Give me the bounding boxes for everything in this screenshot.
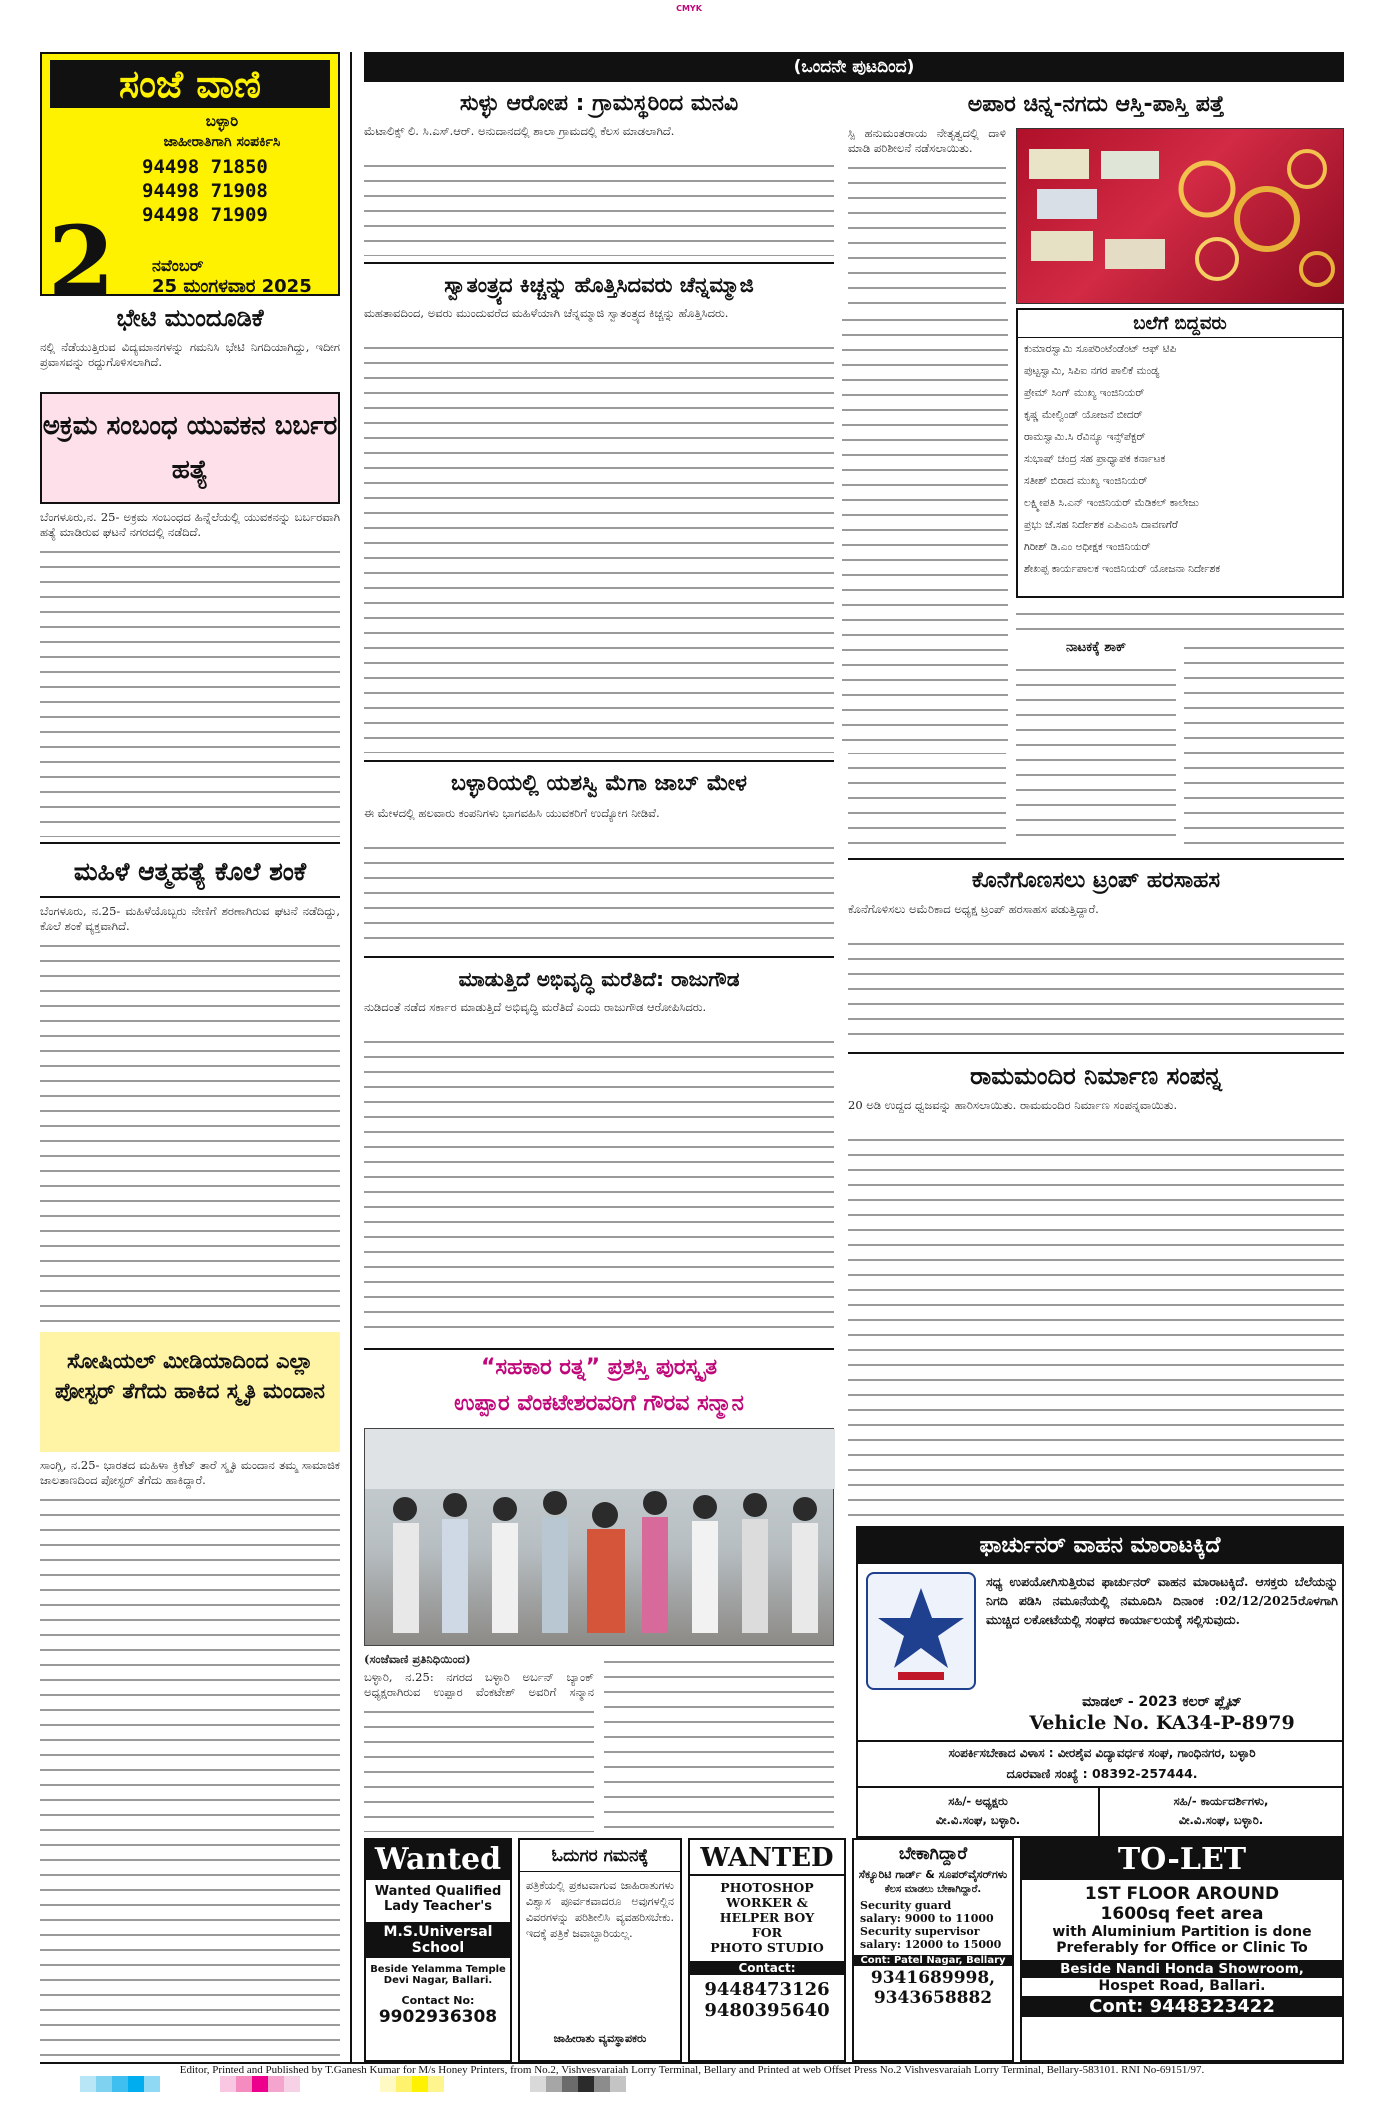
magenta-swatch — [236, 2076, 252, 2092]
arrested-item: ಪ್ರಭು ಜೆ.ಸಹ ನಿರ್ದೇಶಕ ಎಪಿಎಂಸಿ ದಾವಣಗೆರೆ — [1024, 519, 1178, 531]
article-social-body — [40, 1490, 340, 2062]
security-phone2: 9343658882 — [873, 1988, 993, 2008]
article-swatantrya-lede: ಮಹತಾವದಿಂದ, ಅವರು ಮುಂದುವರೆದ ಮಹಿಳೆಯಾಗಿ ಚೆನ್ನಮ್ಮಾಜಿ ಸ್ವಾತಂತ್ರ್ಯದ ಕಿಚ್ಚನ್ನು ಹೊತ್ತಿಸಿದರು. — [364, 306, 729, 320]
article-jobmela-body — [364, 838, 834, 950]
article-mahile-lede: ಬೆಂಗಳೂರು, ನ.25- ಮಹಿಳೆಯೊಬ್ಬರು ನೇಣಿಗೆ ಶರಣಾಗಿರುವ ಘಟನೆ ನಡೆದಿದ್ದು, ಕೊಲೆ ಶಂಕೆ ವ್ಯಕ್ತವಾಗಿದೆ. — [40, 904, 340, 933]
arrested-item: ಪುಟ್ಟಸ್ವಾಮಿ, ಸಿಪಿಐ ನಗರ ಪಾಲಿಕೆ ಮಂಡ್ಯ — [1024, 365, 1160, 377]
cyan-swatch — [96, 2076, 112, 2092]
headline-jobmela: ಬಳ್ಳಾರಿಯಲ್ಲಿ ಯಶಸ್ವಿ ಮೆಗಾ ಜಾಬ್ ಮೇಳ — [364, 760, 834, 804]
security-ad-subtitle: ಸೆಕ್ಯೂರಿಟಿ ಗಾರ್ಡ್ & ಸೂಪರ್‌ವೈಸರ್‌ಗಳು — [858, 1868, 1008, 1881]
arrested-item: ಸತೀಶ್ ಬಿರಾದ ಮುಖ್ಯ ಇಂಜಿನಿಯರ್ — [1024, 475, 1148, 487]
fortuner-signature-right — [1100, 1788, 1342, 1836]
security-guard-salary: salary: 9000 to 11000 — [860, 1912, 994, 1925]
magenta-swatch — [268, 2076, 284, 2092]
cyan-swatch — [112, 2076, 128, 2092]
newspaper-logo: ಸಂಜೆ ವಾಣಿ — [50, 60, 330, 108]
teacher-contact-phone: 9902936308 — [378, 2007, 498, 2027]
readers-notice-footer: ಜಾಹೀರಾತು ವ್ಯವಸ್ಥಾಪಕರು — [553, 2032, 647, 2045]
black-swatch — [578, 2076, 594, 2092]
ad-phone: 94498 71909 — [142, 204, 268, 226]
headline-natakakke: ನಾಟಕಕ್ಕೆ ಶಾಕ್ — [1065, 640, 1127, 655]
cyan-swatch — [128, 2076, 144, 2092]
security-guard-label: Security guard — [860, 1899, 952, 1912]
wanted-photo-line4: FOR — [751, 1925, 783, 1940]
headline-social: ಸೋಷಿಯಲ್ ಮೀಡಿಯಾದಿಂದ ಎಲ್ಲಾ ಪೋಸ್ಟರ್ ತೆಗೆದು ಹಾಕಿದ ಸ್ಮೃತಿ ಮಂದಾನ — [40, 1332, 340, 1452]
wanted-photo-line1: PHOTOSHOP — [720, 1880, 814, 1895]
wanted-photo-line2: WORKER & — [726, 1895, 808, 1910]
ad-phone: 94498 71908 — [142, 180, 268, 202]
president-org: ವೀ.ವಿ.ಸಂಘ, ಬಳ್ಳಾರಿ. — [935, 1813, 1021, 1827]
fortuner-model: ಮಾಡಲ್ - 2023 ಕಲರ್ ಪ್ಲೈಟ್ — [1082, 1694, 1242, 1710]
black-swatch — [546, 2076, 562, 2092]
headline-ramamandira: ರಾಮಮಂದಿರ ನಿರ್ಮಾಣ ಸಂಪನ್ನ — [848, 1052, 1344, 1096]
to-let-line5: Beside Nandi Honda Showroom, — [1022, 1960, 1342, 1978]
article-swatantrya-body — [364, 338, 834, 753]
wanted-teacher-ad — [364, 1838, 512, 2062]
arrested-item: ರಾಮಸ್ವಾಮಿ.ಸಿ ರೆವಿನ್ಯೂ ಇನ್ಸ್‌ಪೆಕ್ಟರ್ — [1024, 431, 1146, 443]
arrested-item: ಪ್ರೇಮ್ ಸಿಂಗ್ ಮುಖ್ಯ ಇಂಜಿನಿಯರ್ — [1024, 387, 1145, 399]
wanted-teacher-line1: Wanted Qualified — [374, 1884, 502, 1899]
arrested-list-title: ಬಲೆಗೆ ಬಿದ್ದವರು — [1018, 310, 1342, 338]
arrested-item: ಸುಭಾಷ್ ಚಂದ್ರ ಸಹ ಪ್ರಾಧ್ಯಾಪಕ ಕರ್ನಾಟಕ — [1024, 453, 1166, 465]
headline-maaduttide: ಮಾಡುತ್ತಿದೆ ಅಭಿವೃದ್ಧಿ ಮರೆತಿದೆ: ರಾಜುಗೌಡ — [364, 956, 834, 998]
article-swatantrya-col4 — [842, 310, 1008, 753]
arrested-item: ಲಕ್ಷ್ಮೀಪತಿ ಸಿ.ಎನ್ ಇಂಜಿನಿಯರ್ ಮೆಡಿಕಲ್ ಕಾಲೇಜು — [1024, 497, 1199, 509]
seized-gold-photo — [1016, 128, 1344, 304]
award-ceremony-photo — [364, 1428, 834, 1646]
fortuner-signature-left — [858, 1788, 1100, 1836]
headline-akrama: ಅಕ್ರಮ ಸಂಬಂಧ ಯುವಕನ ಬರ್ಬರ ಹತ್ಯೆ — [40, 392, 340, 504]
article-akrama-lede: ಬೆಂಗಳೂರು,ನ. 25- ಅಕ್ರಮ ಸಂಬಂಧದ ಹಿನ್ನೆಲೆಯಲ್ಲಿ ಯುವಕನನ್ನು ಬರ್ಬರವಾಗಿ ಹತ್ಯೆ ಮಾಡಿರುವ ಘಟನೆ ನಗರದಲ್ಲಿ ನಡೆದಿದೆ. — [40, 510, 340, 539]
issue-month: ನವೆಂಬರ್ — [152, 256, 204, 275]
to-let-ad — [1020, 1838, 1344, 2062]
black-swatch — [562, 2076, 578, 2092]
arrested-item: ಕುಮಾರಸ್ವಾಮಿ ಸೂಪರಿಂಟೆಂಡೆಂಟ್ ಆಫ್ ಟಿಪಿ — [1024, 343, 1177, 355]
school-name: M.S.Universal School — [366, 1922, 510, 1958]
to-let-phone: Cont: 9448323422 — [1022, 1996, 1342, 2017]
group-photo-illustration — [365, 1429, 835, 1647]
security-address: Cont: Patel Nagar, Bellary — [854, 1955, 1012, 1966]
yellow-swatch — [380, 2076, 396, 2092]
article-sahakara-col2 — [604, 1652, 834, 1832]
headline-swatantrya: ಸ್ವಾತಂತ್ರ್ಯದ ಕಿಚ್ಚನ್ನು ಹೊತ್ತಿಸಿದವರು ಚೆನ್ನಮ್ಮಾಜಿ — [364, 262, 834, 304]
fortuner-ad-title: ಫಾರ್ಚುನರ್ ವಾಹನ ಮಾರಾಟಕ್ಕಿದೆ — [858, 1528, 1342, 1564]
article-jobmela-lede: ಈ ಮೇಳದಲ್ಲಿ ಹಲವಾರು ಕಂಪನಿಗಳು ಭಾಗವಹಿಸಿ ಯುವಕರಿಗೆ ಉದ್ಯೋಗ ನೀಡಿವೆ. — [364, 806, 660, 820]
imprint-line: Editor, Printed and Published by T.Ganesh Kumar for M/s Honey Printers, from No.2, Vishvesvaraiah Lorry Terminal, Bellary and Printed at web Offset Press No.2 Vishvesvaraiah Lorry Terminal, Bellary-583101. RNI No-69151/97. — [179, 2064, 1205, 2076]
article-social-lede: ಸಾಂಗ್ಲಿ, ನ.25- ಭಾರತದ ಮಹಿಳಾ ಕ್ರಿಕೆಟ್ ತಾರೆ ಸ್ಮೃತಿ ಮಂದಾನ ತಮ್ಮ ಸಾಮಾಜಿಕ ಜಾಲತಾಣದಿಂದ ಪೋಸ್ಟರ್ ತೆಗೆದು ಹಾಕಿದ್ದಾರೆ. — [40, 1458, 340, 1487]
wanted-photo-phone1: 9448473126 — [704, 1979, 830, 2000]
fortuner-phone: ದೂರವಾಣಿ ಸಂಖ್ಯೆ : 08392-257444. — [1006, 1766, 1198, 1781]
school-address: Beside Yelamma Temple Devi Nagar, Ballari. — [370, 1964, 506, 1986]
article-ramamandira-body — [848, 1130, 1344, 1520]
headline-sahakara-2: ಉಪ್ಪಾರ ವೆಂಕಟೇಶರವರಿಗೆ ಗೌರವ ಸನ್ಮಾನ — [454, 1391, 744, 1416]
magenta-swatch — [284, 2076, 300, 2092]
column-divider — [350, 52, 352, 2062]
wanted-photo-phone2: 9480395640 — [704, 2000, 830, 2021]
to-let-line6: Hospet Road, Ballari. — [1098, 1978, 1266, 1994]
cyan-swatch — [80, 2076, 96, 2092]
ad-phone: 94498 71850 — [142, 156, 268, 178]
article-apara-continued — [1016, 604, 1344, 634]
secretary-org: ವೀ.ವಿ.ಸಂಘ, ಬಳ್ಳಾರಿ. — [1178, 1813, 1264, 1827]
article-ramamandira-lede: 20 ಅಡಿ ಉದ್ದದ ಧ್ವಜವನ್ನು ಹಾರಿಸಲಾಯಿತು. ರಾಮಮಂದಿರ ನಿರ್ಮಾಣ ಸಂಪನ್ನವಾಯಿತು. — [848, 1098, 1178, 1112]
article-sullu-lede: ಮೆಟಾಲಿಕ್ಸ್ ಲಿ. ಸಿ.ಎಸ್.ಆರ್. ಅನುದಾನದಲ್ಲಿ ಶಾಲಾ ಗ್ರಾಮದಲ್ಲಿ ಕೆಲಸ ಮಾಡಲಾಗಿದೆ. — [364, 124, 675, 138]
article-sahakara-lede: ಬಳ್ಳಾರಿ, ನ.25: ನಗರದ ಬಳ್ಳಾರಿ ಅರ್ಬನ್ ಬ್ಯಾಂಕ್ ಅಧ್ಯಕ್ಷರಾಗಿರುವ ಉಪ್ಪಾರ ವೆಂಕಟೇಶ್ ಅವರಿಗೆ ಸನ್ಮಾನ — [364, 1670, 594, 1699]
arrested-list-box — [1016, 308, 1344, 598]
article-apara-lede: ಸ್ಪಿ ಹನುಮಂತರಾಯ ನೇತೃತ್ವದಲ್ಲಿ ದಾಳಿ ಮಾಡಿ ಪರಿಶೀಲನೆ ನಡೆಸಲಾಯಿತು. — [848, 126, 1006, 155]
ad-contact-label: ಜಾಹೀರಾತಿಗಾಗಿ ಸಂಪರ್ಕಿಸಿ — [163, 134, 281, 150]
readers-notice-body: ಪತ್ರಿಕೆಯಲ್ಲಿ ಪ್ರಕಟವಾಗುವ ಜಾಹಿರಾತುಗಳು ವಿಶ್ವಾಸ ಪೂರ್ವಕವಾದರೂ ಅವುಗಳಲ್ಲಿನ ವಿವರಗಳನ್ನು ಪರಿಶೀಲಿಸಿ ವ್ಯವಹರಿಸಬೇಕು. ಇದಕ್ಕೆ ಪತ್ರಿಕೆ ಜವಾಬ್ದಾರಿಯಲ್ಲ. — [526, 1879, 674, 1940]
president-signature: ಸಹಿ/- ಅಧ್ಯಕ್ಷರು — [948, 1794, 1008, 1808]
headline-bheti: ಭೇಟಿ ಮುಂದೂಡಿಕೆ — [116, 304, 264, 332]
fortuner-vehicle-number: Vehicle No. KA34-P-8979 — [1029, 1712, 1295, 1734]
black-swatch — [594, 2076, 610, 2092]
edition-city: ಬಳ್ಳಾರಿ — [205, 112, 239, 130]
readers-notice-ad — [518, 1838, 682, 2062]
to-let-line2: 1600sq feet area — [1100, 1904, 1264, 1924]
yellow-swatch — [428, 2076, 444, 2092]
article-akrama-body — [40, 542, 340, 837]
fortuner-sale-ad — [856, 1526, 1344, 1838]
headline-apara: ಅಪಾರ ಚಿನ್ನ-ನಗದು ಆಸ್ತಿ-ಪಾಸ್ತಿ ಪತ್ತೆ — [967, 92, 1225, 117]
wanted-photo-ad — [688, 1838, 846, 2062]
security-phone1: 9341689998, — [870, 1968, 996, 1988]
article-sahakara-body — [364, 1702, 594, 1832]
wanted-teacher-title: Wanted — [366, 1840, 510, 1880]
headline-sahakara-1: “ಸಹಕಾರ ರತ್ನ” ಪ್ರಶಸ್ತಿ ಪುರಸ್ಕೃತ — [364, 1348, 834, 1384]
to-let-title: TO-LET — [1022, 1840, 1342, 1880]
readers-notice-title: ಓದುಗರ ಗಮನಕ್ಕೆ — [520, 1840, 680, 1872]
wanted-photo-title: WANTED — [690, 1840, 844, 1876]
fortuner-ad-body: ಸಧ್ಯ ಉಪಯೋಗಿಸುತ್ತಿರುವ ಫಾರ್ಚುನರ್ ವಾಹನ ಮಾರಾಟಕ್ಕಿದೆ. ಆಸಕ್ತರು ಬೆಲೆಯನ್ನು ನಿಗದಿ ಪಡಿಸಿ ನಮೂನೆಯಲ್ಲಿ ನಮೂದಿಸಿ ದಿನಾಂಕ :02/12/2025ರೊಳಗಾಗಿ ಮುಚ್ಚಿದ ಲಕೋಟೆಯಲ್ಲಿ ಸಂಘದ ಕಾರ್ಯಾಲಯಕ್ಕೆ ಸಲ್ಲಿಸುವುದು. — [986, 1574, 1338, 1627]
article-bheti-lede: ನಲ್ಲಿ ನೆಡೆಯುತ್ತಿರುವ ವಿದ್ಯಮಾನಗಳನ್ನು ಗಮನಿಸಿ ಭೇಟಿ ನಿಗದಿಯಾಗಿದ್ದು, ಇದೀಗ ಪ್ರವಾಸವನ್ನು ರದ್ದುಗೊಳಿಸಲಾಗಿದೆ. — [40, 340, 340, 369]
article-apara-col3 — [1184, 638, 1344, 848]
arrested-item: ಗಿರೀಶ್ ಡಿ.ಎಂ ಅಧೀಕ್ಷಕ ಇಂಜಿನಿಯರ್ — [1024, 541, 1151, 553]
cmyk-mark: CMYK — [676, 4, 702, 13]
security-ad-title: ಬೇಕಾಗಿದ್ದಾರೆ — [898, 1844, 968, 1864]
headline-sullu: ಸುಳ್ಳು ಆರೋಪ : ಗ್ರಾಮಸ್ಥರಿಂದ ಮನವಿ — [459, 91, 739, 116]
black-swatch — [610, 2076, 626, 2092]
magenta-swatch — [252, 2076, 268, 2092]
wanted-photo-line5: PHOTO STUDIO — [710, 1940, 824, 1955]
page-number: 2 — [48, 205, 115, 318]
star-emblem-icon — [868, 1574, 974, 1688]
ad-divider — [858, 1740, 1342, 1742]
arrested-item: ಕೃಷ್ಣ ಮೇಲ್ವಿಂಡ್ ಯೋಜನೆ ಬೀದರ್ — [1024, 409, 1143, 421]
article-natakakke-body — [1016, 660, 1176, 848]
black-swatch — [530, 2076, 546, 2092]
wanted-teacher-line2: Lady Teacher's — [384, 1899, 492, 1914]
photo-caption: (ಸಂಜೆವಾಣಿ ಪ್ರತಿನಿಧಿಯಿಂದ) — [364, 1652, 471, 1666]
security-ad-note: ಕೆಲಸ ಮಾಡಲು ಬೇಕಾಗಿದ್ದಾರೆ. — [884, 1884, 982, 1895]
security-supervisor-salary: salary: 12000 to 15000 — [860, 1938, 1002, 1951]
article-maaduttide-lede: ನುಡಿದಂತೆ ನಡೆದ ಸರ್ಕಾರ ಮಾಡುತ್ತಿದೆ ಅಭಿವೃದ್ಧಿ ಮರೆತಿದೆ ಎಂದು ರಾಜುಗೌಡ ಆರೋಪಿಸಿದರು. — [364, 1000, 707, 1014]
teacher-contact-label: Contact No: — [401, 1994, 475, 2007]
article-mahile-body — [40, 936, 340, 1326]
continued-banner: (ಒಂದನೇ ಪುಟದಿಂದ) — [364, 52, 1344, 82]
headline-mahile: ಮಹಿಳೆ ಆತ್ಮಹತ್ಯೆ ಕೊಲೆ ಶಂಕೆ — [40, 842, 340, 898]
yellow-swatch — [396, 2076, 412, 2092]
wanted-photo-contact-label: Contact: — [690, 1961, 844, 1975]
to-let-line3: with Aluminium Partition is done — [1052, 1924, 1312, 1940]
secretary-signature: ಸಹಿ/- ಕಾರ್ಯದರ್ಶಿಗಳು, — [1173, 1794, 1269, 1808]
headline-konegonasalu: ಕೊನೆಗೊಣಸಲು ಟ್ರಂಪ್ ಹರಸಾಹಸ — [848, 858, 1344, 900]
gold-jewellery-illustration — [1017, 129, 1345, 305]
article-konegonasalu-lede: ಕೊನೆಗೊಳಿಸಲು ಅಮೆರಿಕಾದ ಅಧ್ಯಕ್ಷ ಟ್ರಂಪ್ ಹರಸಾಹಸ ಪಡುತ್ತಿದ್ದಾರೆ. — [848, 902, 1099, 916]
article-konegonasalu-body — [848, 934, 1344, 1046]
cyan-swatch — [144, 2076, 160, 2092]
fortuner-address: ಸಂಪರ್ಕಿಸಬೇಕಾದ ವಿಳಾಸ : ವೀರಶೈವ ವಿದ್ಯಾವರ್ಧಕ ಸಂಘ, ಗಾಂಧಿನಗರ, ಬಳ್ಳಾರಿ — [948, 1746, 1256, 1760]
yellow-swatch — [412, 2076, 428, 2092]
to-let-line1: 1ST FLOOR AROUND — [1084, 1884, 1280, 1904]
security-guard-ad — [852, 1838, 1014, 2062]
arrested-item: ಶೇಖಪ್ಪ ಕಾರ್ಯಪಾಲಕ ಇಂಜಿನಿಯರ್ ಯೋಜನಾ ನಿರ್ದೇಶಕ — [1024, 563, 1221, 575]
wanted-photo-line3: HELPER BOY — [719, 1910, 815, 1925]
to-let-line4: Preferably for Office or Clinic To — [1056, 1940, 1308, 1956]
article-maaduttide-body — [364, 1032, 834, 1340]
security-supervisor-label: Security supervisor — [860, 1925, 980, 1938]
issue-date: 25 ಮಂಗಳವಾರ 2025 — [152, 276, 312, 297]
vvsangha-emblem — [866, 1572, 976, 1690]
article-sullu-body — [364, 156, 834, 256]
magenta-swatch — [220, 2076, 236, 2092]
